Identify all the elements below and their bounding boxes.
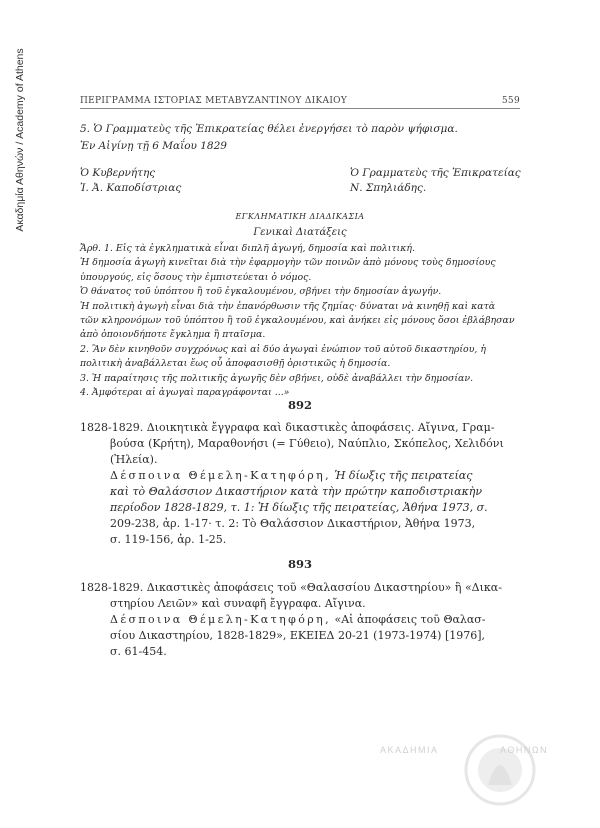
entry-line: (Ἠλεία). xyxy=(110,453,158,466)
article-5-line: 5. Ὁ Γραμματεὺς τῆς Ἐπικρατείας θέλει ἐνεργήσει τὸ παρὸν ψήφισμα. xyxy=(80,123,458,135)
entry-ref-line: περίοδον 1828-1829, τ. 1: Ἡ δίωξις τῆς πειρατείας, Ἀθήνα 1973, σ. xyxy=(110,501,488,514)
body-line: ἀπὸ ὁποιονδήποτε ἔγκλημα ἢ πταῖσμα. xyxy=(80,329,266,341)
academy-logo-watermark xyxy=(440,725,560,815)
body-line: Ἄρθ. 1. Εἰς τὰ ἐγκληματικὰ εἶναι διπλῆ ἀγωγή, δημοσία καὶ πολιτική. xyxy=(80,243,415,254)
author-name: Δέσποινα Θέμελη-Κατηφόρη, xyxy=(110,469,331,482)
entry-ref-line xyxy=(80,468,520,484)
header-title: ΠΕΡΙΓΡΑΜΜΑ ΙΣΤΟΡΙΑΣ ΜΕΤΑΒΥΖΑΝΤΙΝΟΥ ΔΙΚΑΙΟΥ xyxy=(80,96,348,106)
date-line: Ἐν Αἰγίνῃ τῇ 6 Μαΐου 1829 xyxy=(80,140,227,152)
entry-line: στηρίου Λειῶν» καὶ συναφῆ ἔγγραφα. Αἴγινα. xyxy=(110,597,366,610)
body-line: ὑπουργούς, εἰς ὅσους τὴν ἐμπιστεύεται ὁ νόμος. xyxy=(80,271,312,283)
header-rule xyxy=(80,108,520,109)
signature-right xyxy=(350,166,521,196)
entry-line: βούσα (Κρήτη), Μαραθονήσι (= Γύθειο), Ναύπλιο, Σκόπελος, Χελιδόνι xyxy=(110,437,504,450)
section-subtitle: Γενικαὶ Διατάξεις xyxy=(253,227,347,238)
side-label-text: Ακαδημία Αθηνών / Academy of Athens xyxy=(14,48,26,232)
signature-left xyxy=(80,166,181,196)
entry-ref-line: 209-238, ἀρ. 1-17· τ. 2: Τὸ Θαλάσσιον Δικαστήριον, Ἀθήνα 1973, xyxy=(110,517,476,530)
entry-ref-line: σίου Δικαστηρίου, 1828-1829», ΕΚΕΙΕΔ 20-21 (1973-1974) [1976], xyxy=(110,629,486,642)
body-line: Ἡ δημοσία ἀγωγὴ κινεῖται διὰ τὴν ἐφαρμογὴν τῶν ποινῶν ἀπὸ μόνους τοὺς δημοσίους xyxy=(80,257,496,269)
entry-line: 1828-1829. Δικαστικὲς ἀποφάσεις τοῦ «Θαλασσίου Δικαστηρίου» ἢ «Δικα- xyxy=(80,581,502,594)
entry-892 xyxy=(80,420,520,548)
entry-ref-line xyxy=(80,612,520,628)
entry-number: 892 xyxy=(287,398,312,412)
watermark-text-left: ΑΚΑΔΗΜΙΑ xyxy=(380,745,439,755)
governor-name: Ἰ. Ἀ. Καποδίστριας xyxy=(80,182,182,194)
section-body xyxy=(80,242,520,400)
body-line: Ἡ πολιτικὴ ἀγωγὴ εἶναι διὰ τὴν ἐπανόρθωσιν τῆς ζημίας· δύναται νὰ κινηθῇ καὶ κατὰ xyxy=(80,300,496,312)
author-name: Δέσποινα Θέμελη-Κατηφόρη, xyxy=(110,613,331,626)
watermark-text-right: ΑΘΗΝΩΝ xyxy=(500,745,549,755)
entry-ref-line: σ. 61-454. xyxy=(110,645,167,658)
entry-number: 893 xyxy=(287,557,312,571)
ref-text: Ἡ δίωξις τῆς πειρατείας xyxy=(330,469,473,482)
entry-line: 1828-1829. Διοικητικὰ ἔγγραφα καὶ δικαστικὲς ἀποφάσεις. Αἴγινα, Γραμ- xyxy=(80,421,495,434)
entry-ref-line: σ. 119-156, ἀρ. 1-25. xyxy=(110,533,227,546)
governor-title: Ὁ Κυβερνήτης xyxy=(80,167,156,179)
body-line: 2. Ἂν δὲν κινηθοῦν συγχρόνως καὶ αἱ δύο ἀγωγαὶ ἐνώπιον τοῦ αὐτοῦ δικαστηρίου, ἡ xyxy=(80,343,486,355)
body-line: 4. Ἀμφότεραι αἱ ἀγωγαὶ παραγράφονται ...» xyxy=(80,387,290,399)
section-title: ΕΓΚΛΗΜΑΤΙΚΗ ΔΙΑΔΙΚΑΣΙΑ xyxy=(235,212,365,221)
ref-text: «Αἱ ἀποφάσεις τοῦ Θαλασ- xyxy=(330,613,486,626)
entry-893 xyxy=(80,580,520,660)
body-line: 3. Ἡ παραίτησις τῆς πολιτικῆς ἀγωγῆς δὲν σβήνει, οὐδὲ ἀναβάλλει τὴν δημοσίαν. xyxy=(80,372,474,384)
running-header xyxy=(80,96,520,106)
page-number: 559 xyxy=(501,96,520,106)
entry-ref-line: καὶ τὸ Θαλάσσιον Δικαστήριον κατὰ τὴν πρώτην καποδιστριακὴν xyxy=(110,485,483,498)
body-line: πολιτικὴ ἀναβάλλεται ἕως οὗ ἀποφασισθῇ ὁριστικῶς ἡ δημοσία. xyxy=(80,358,391,370)
secretary-name: Ν. Σπηλιάδης. xyxy=(350,182,427,194)
body-line: τῶν κληρονόμων τοῦ ὑπόπτου ἢ τοῦ ἐγκαλουμένου, καὶ ἀνήκει εἰς μόνους ὅσοι ἐβλάβησαν xyxy=(80,315,515,327)
body-line: Ὁ θάνατος τοῦ ὑπόπτου ἢ τοῦ ἐγκαλουμένου, σβήνει τὴν δημοσίαν ἀγωγήν. xyxy=(80,286,442,298)
secretary-title: Ὁ Γραμματεὺς τῆς Ἐπικρατείας xyxy=(350,167,521,179)
